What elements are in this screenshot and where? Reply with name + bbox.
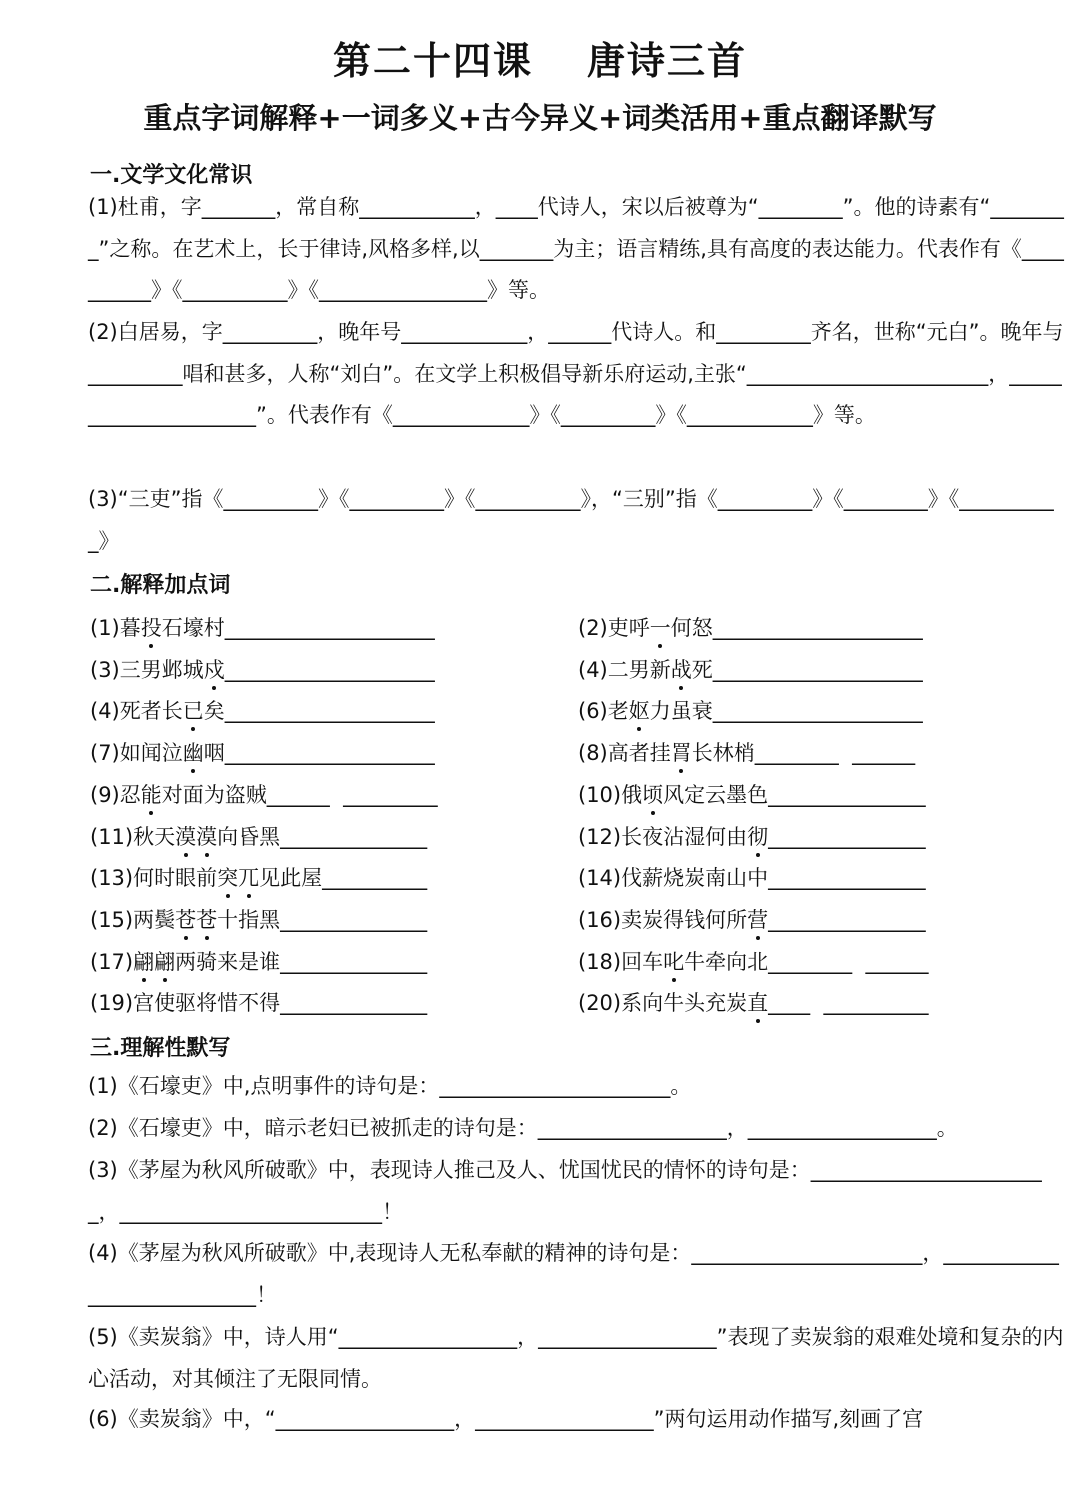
vocab-text: 向昏黑 <box>217 824 281 849</box>
vocab-text: 回车 <box>621 949 664 974</box>
vocab-dotted-word <box>663 950 684 974</box>
vocab-answer-blank: ____________________ <box>712 657 923 682</box>
dotted-character: 突 <box>217 866 239 891</box>
dotted-character: 罥 <box>670 741 692 766</box>
vocab-text: 对面为盗贼 <box>161 782 267 807</box>
vocab-text: 暮 <box>119 616 141 640</box>
vocab-dotted-word <box>204 658 225 682</box>
vocab-answer-blank: ____________________ <box>712 616 923 640</box>
vocab-item <box>90 739 435 767</box>
dotted-character: 苍 <box>175 907 197 932</box>
vocab-number: (20) <box>578 991 622 1016</box>
vocab-item <box>90 823 427 851</box>
vocab-number: (1) <box>90 616 120 640</box>
vocab-dotted-word <box>629 699 650 723</box>
vocab-text: 高者挂 <box>607 741 671 766</box>
vocab-text: 卖炭得钱何所 <box>621 907 748 932</box>
vocab-answer-blank: ____________________ <box>224 657 435 682</box>
vocab-dotted-word <box>175 825 217 849</box>
vocab-dotted-word <box>183 741 204 765</box>
vocab-dotted-word <box>747 825 768 849</box>
vocab-text: 何怒 <box>670 616 713 640</box>
vocab-text: 系向牛头充炭 <box>621 991 748 1016</box>
section-1-heading: 一.文学文化常识 <box>90 163 253 188</box>
vocab-item <box>578 697 923 725</box>
vocab-number: (4) <box>578 657 608 682</box>
section-3-heading: 三.理解性默写 <box>90 1036 231 1061</box>
vocab-answer-blank: ____ __________ <box>768 991 929 1016</box>
vocab-text: 牛牵向北 <box>684 949 769 974</box>
vocab-number: (15) <box>90 907 134 932</box>
vocab-text: 石壕村 <box>161 616 225 640</box>
vocab-text: 死者长 <box>119 699 183 724</box>
vocab-text: 老 <box>607 699 629 724</box>
vocab-number: (18) <box>578 949 622 974</box>
vocab-dotted-word <box>650 616 671 640</box>
dotted-character: 顷 <box>642 782 664 807</box>
dotted-character: 翩 <box>154 949 176 974</box>
vocab-answer-blank: ____________________ <box>224 699 435 724</box>
vocab-answer-blank: ____________________ <box>224 741 435 766</box>
vocab-answer-blank: ______________ <box>280 907 428 932</box>
vocab-answer-blank: ________ ______ <box>754 741 916 766</box>
vocab-answer-blank: __________ <box>322 866 428 891</box>
vocab-answer-blank: ____________________ <box>712 699 923 724</box>
vocab-dotted-word <box>747 991 768 1015</box>
vocab-item <box>578 614 923 642</box>
vocab-answer-blank: _______________ <box>768 824 926 849</box>
vocab-item <box>578 739 915 767</box>
vocab-item <box>90 781 438 809</box>
dotted-character: 翩 <box>133 949 155 974</box>
vocab-dotted-word <box>217 866 259 890</box>
vocab-number: (11) <box>90 824 134 849</box>
vocab-item <box>578 823 926 851</box>
vocab-item <box>90 864 427 892</box>
dotted-character: 妪 <box>628 699 650 724</box>
dotted-character: 漠 <box>196 824 218 849</box>
vocab-number: (16) <box>578 907 622 932</box>
section-3-question-6: (6)《卖炭翁》中，“_________________，_________________”两句运用动作描写,刻画了宫 <box>88 1407 924 1431</box>
section-3-question-2: (2)《石壕吏》中，暗示老妇已被抓走的诗句是：__________________，__________________。 <box>88 1116 958 1140</box>
vocab-text: 咽 <box>203 741 225 766</box>
vocab-text: 三男邺城 <box>119 657 204 682</box>
vocab-text: 如闻泣 <box>119 741 183 766</box>
section-3-question-4: (4)《茅屋为秋风所破歌》中,表现诗人无私奉献的精神的诗句是：______________________，___________________________！ <box>88 1241 1059 1307</box>
lesson-number: 第二十四课 <box>332 39 533 83</box>
dotted-character: 兀 <box>238 866 260 891</box>
vocab-item <box>578 948 928 976</box>
dotted-character: 苍 <box>196 907 218 932</box>
vocab-number: (9) <box>90 782 120 807</box>
vocab-item <box>578 989 928 1017</box>
vocab-text: 忍 <box>119 782 141 807</box>
section-1-item-3: (3)“三吏”指《_________》《_________》《__________》，“三别”指《_________》《________》《__________》 <box>88 487 1054 553</box>
vocab-number: (8) <box>578 741 608 766</box>
vocab-answer-blank: ____________________ <box>224 616 435 640</box>
vocab-answer-blank: _______________ <box>768 907 926 932</box>
vocab-item <box>90 656 435 684</box>
vocab-text: 伐薪烧炭南山中 <box>621 866 769 891</box>
vocab-answer-blank: _______________ <box>768 866 926 891</box>
vocab-answer-blank: ______ _________ <box>266 782 438 807</box>
vocab-text: 秋天 <box>133 824 176 849</box>
vocab-dotted-word <box>133 950 175 974</box>
vocab-item <box>578 864 926 892</box>
dotted-character: 营 <box>747 907 769 932</box>
vocab-number: (13) <box>90 866 134 891</box>
vocab-dotted-word <box>183 699 204 723</box>
section-2-heading: 二.解释加点词 <box>90 573 231 598</box>
dotted-character: 投 <box>140 616 162 640</box>
vocab-text: 二男新 <box>607 657 671 682</box>
vocab-item <box>90 906 427 934</box>
vocab-number: (6) <box>578 699 608 724</box>
vocab-text: 见此屋 <box>259 866 323 891</box>
vocab-number: (3) <box>90 657 120 682</box>
vocab-answer-blank: ________ ______ <box>768 949 929 974</box>
section-3-question-3: (3)《茅屋为秋风所破歌》中，表现诗人推己及人、忧国忧民的情怀的诗句是：_______________________，_________________________！ <box>88 1158 1042 1224</box>
dotted-character: 漠 <box>175 824 197 849</box>
vocab-item <box>90 697 435 725</box>
section-3-question-1: (1)《石壕吏》中,点明事件的诗句是：______________________。 <box>88 1074 692 1098</box>
dotted-character: 戍 <box>203 657 225 682</box>
vocab-item <box>90 614 435 642</box>
vocab-text: 俄 <box>621 782 643 807</box>
vocab-text: 长林梢 <box>691 741 755 766</box>
vocab-item <box>578 906 926 934</box>
vocab-dotted-word <box>671 741 692 765</box>
vocab-text: 矣 <box>203 699 225 724</box>
vocab-text: 力虽衰 <box>649 699 713 724</box>
vocab-answer-blank: ______________ <box>280 824 428 849</box>
vocab-dotted-word <box>175 908 217 932</box>
vocab-item <box>578 781 926 809</box>
dotted-character: 叱 <box>663 949 685 974</box>
dotted-character: 彻 <box>747 824 769 849</box>
page-subtitle: 重点字词解释+一词多义+古今异义+词类活用+重点翻译默写 <box>143 101 937 135</box>
section-1-item-2: (2)白居易，字_________，晚年号____________，______代诗人。和_________齐名，世称“元白”。晚年与_________唱和甚多，人称“刘白”。在文学上积极倡导新乐府运动,主张“_______________________，_____________________”。代表作有《_____________》《_________》《____________》等。 <box>88 320 1064 427</box>
vocab-number: (14) <box>578 866 622 891</box>
vocab-number: (17) <box>90 949 134 974</box>
vocab-item <box>90 948 427 976</box>
vocab-answer-blank: ______________ <box>280 991 428 1016</box>
dotted-character: 幽 <box>182 741 204 766</box>
vocab-text: 长夜沾湿何由 <box>621 824 748 849</box>
vocab-item <box>578 656 923 684</box>
vocab-dotted-word <box>141 616 162 640</box>
vocab-number: (7) <box>90 741 120 766</box>
dotted-character: 直 <box>747 991 769 1016</box>
vocab-text: 两鬓 <box>133 907 176 932</box>
dotted-character: 已 <box>182 699 204 724</box>
vocab-text: 吏呼 <box>607 616 650 640</box>
vocab-text: 宫使驱将惜不得 <box>133 991 281 1016</box>
vocab-text: 十指黑 <box>217 907 281 932</box>
dotted-character: 战 <box>670 657 692 682</box>
vocab-text: 死 <box>691 657 713 682</box>
vocab-number: (19) <box>90 991 134 1016</box>
lesson-name: 唐诗三首 <box>587 39 748 83</box>
vocab-answer-blank: ______________ <box>280 949 428 974</box>
vocab-number: (10) <box>578 782 622 807</box>
vocab-text: 风定云墨色 <box>663 782 769 807</box>
dotted-character: 一 <box>649 616 671 640</box>
vocab-number: (12) <box>578 824 622 849</box>
vocab-dotted-word <box>671 658 692 682</box>
vocab-text: 何时眼前 <box>133 866 218 891</box>
vocab-dotted-word <box>642 783 663 807</box>
vocab-answer-blank: _______________ <box>768 782 926 807</box>
dotted-character: 能 <box>140 782 162 807</box>
section-3-question-5: (5)《卖炭翁》中，诗人用“_________________，_________________”表现了卖炭翁的艰难处境和复杂的内心活动，对其倾注了无限同情。 <box>88 1325 1064 1391</box>
vocab-item <box>90 989 427 1017</box>
page-title <box>0 30 1080 85</box>
vocab-dotted-word <box>141 783 162 807</box>
vocab-dotted-word <box>747 908 768 932</box>
vocab-number: (2) <box>578 616 608 640</box>
vocab-text: 两骑来是谁 <box>175 949 281 974</box>
vocab-number: (4) <box>90 699 120 724</box>
section-1-item-1: (1)杜甫，字_______，常自称___________，____代诗人，宋以后被尊为“________”。他的诗素有“________”之称。在艺术上，长于律诗,风格多样,以_______为主；语言精练,具有高度的表达能力。代表作有《__________》《__________》《________________》等。 <box>88 195 1064 302</box>
